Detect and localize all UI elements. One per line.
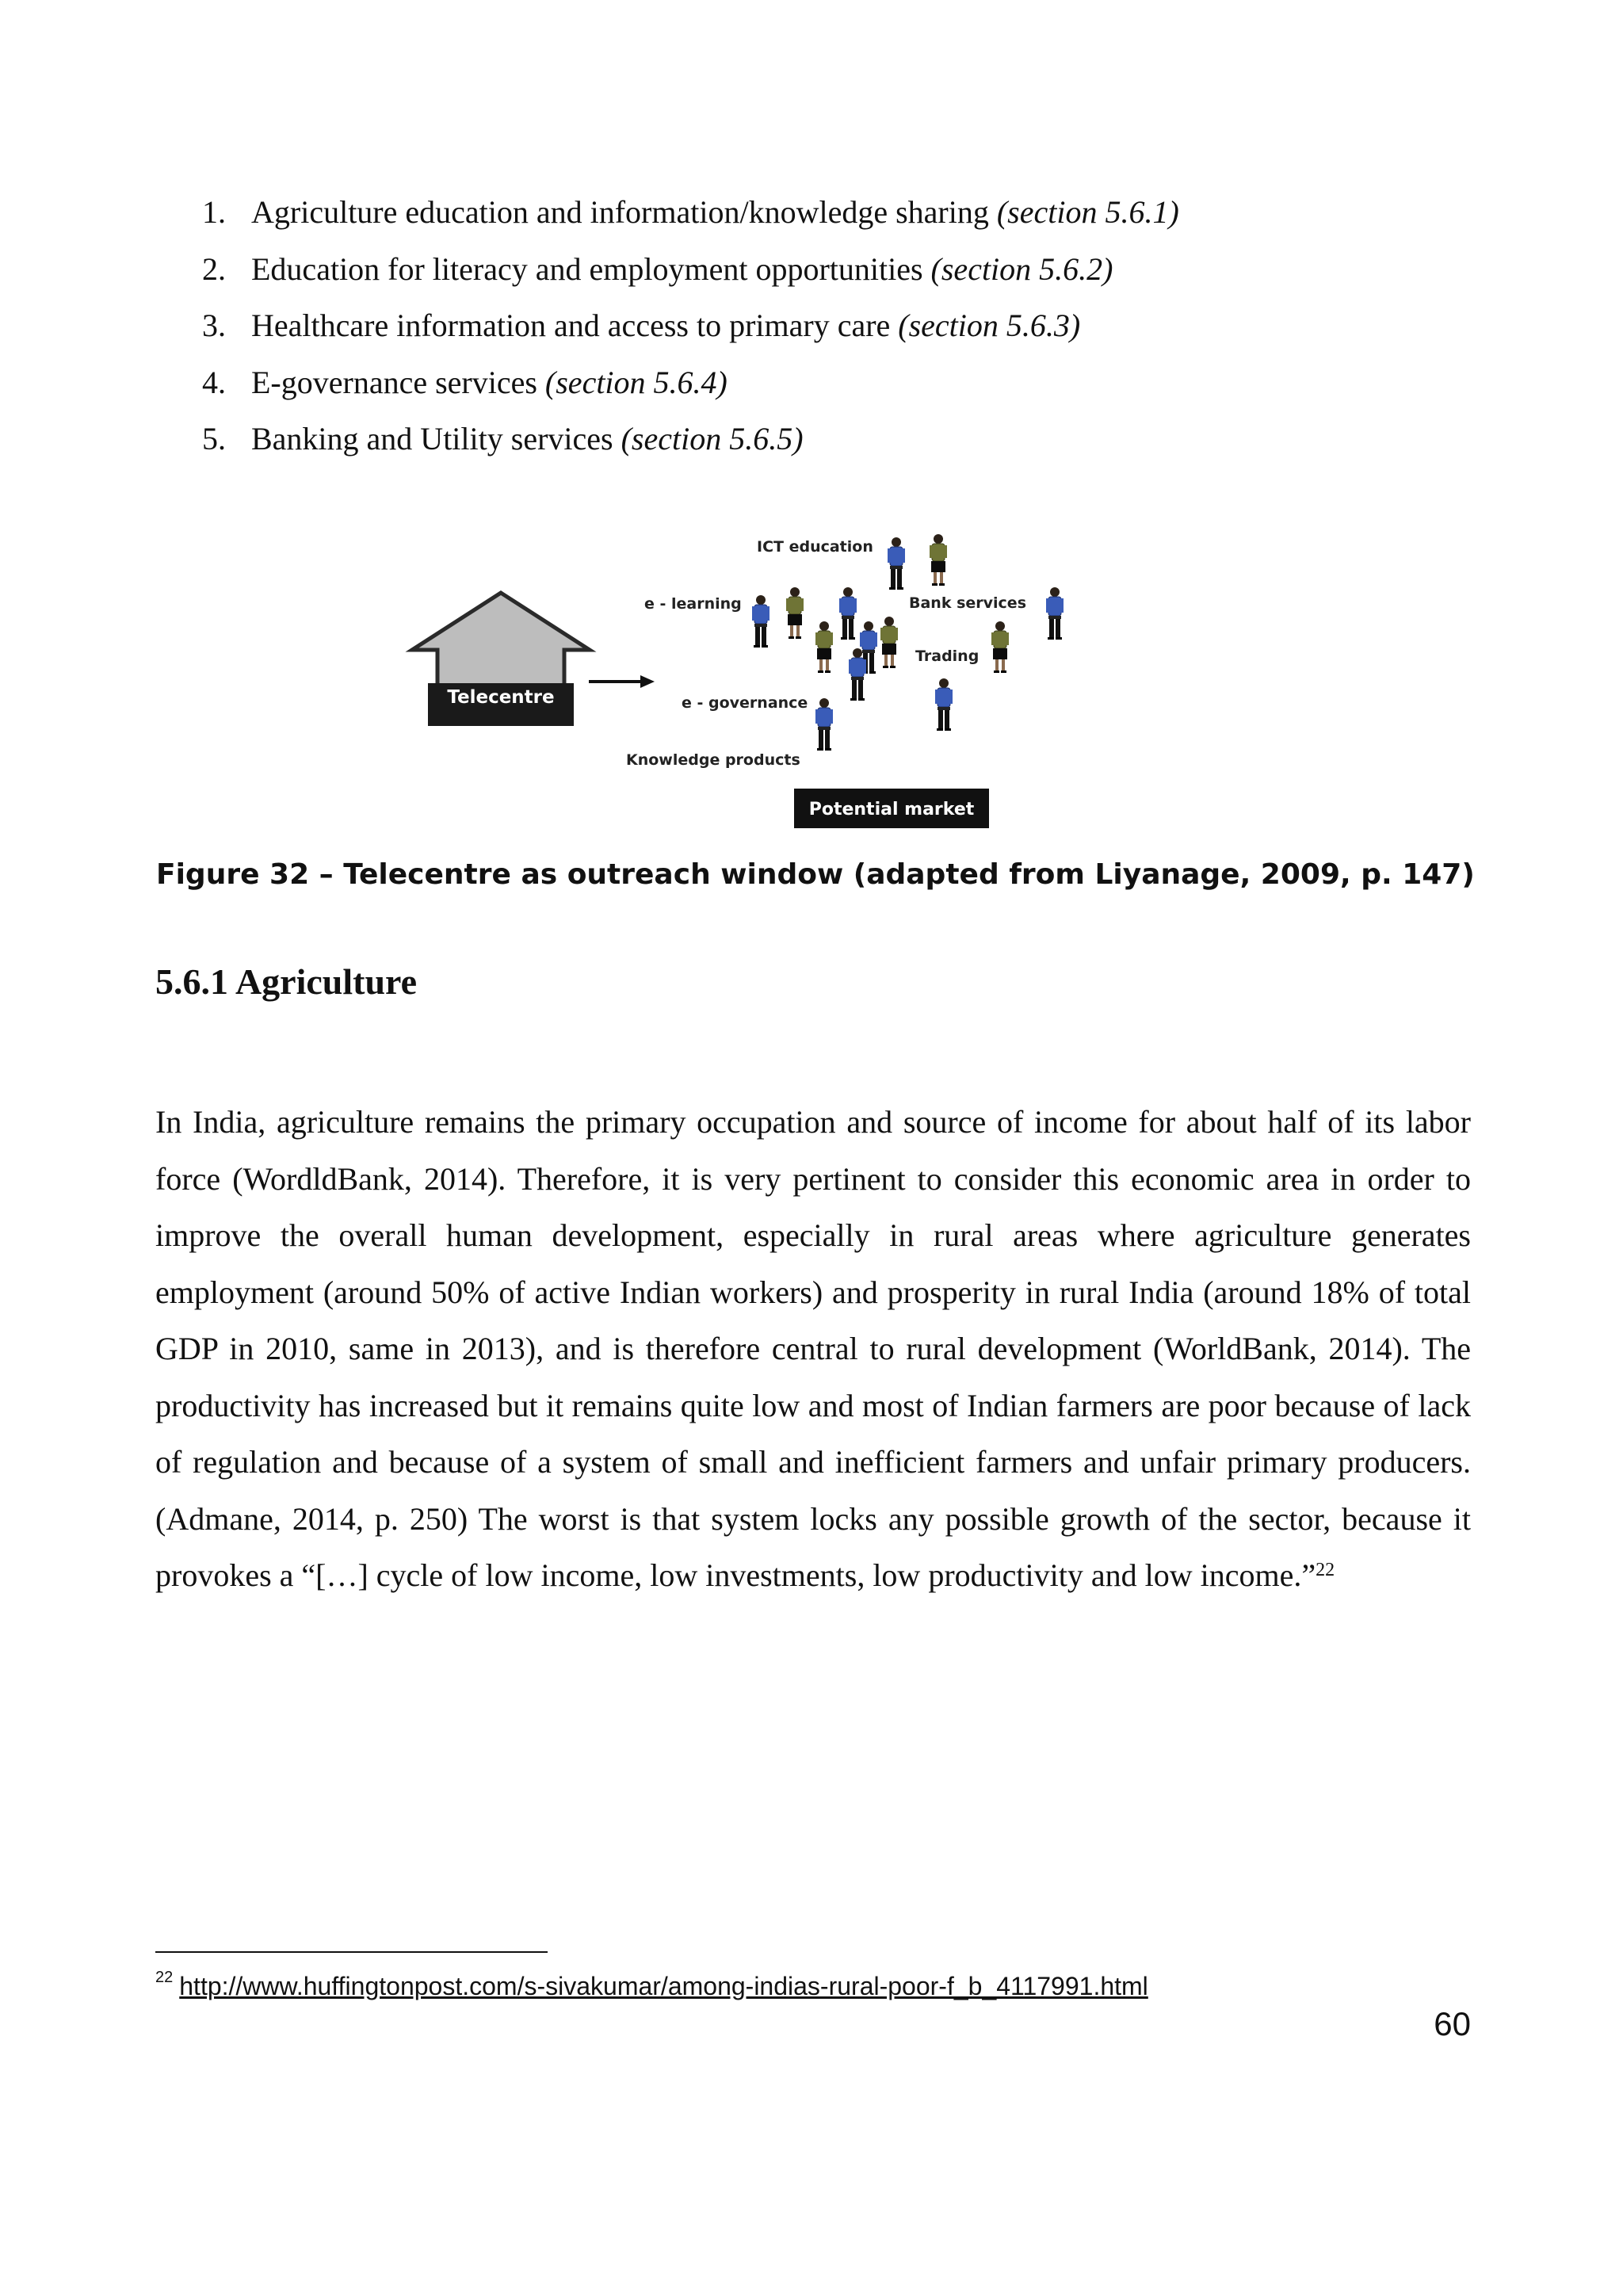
paragraph-text: In India, agriculture remains the primary occupation and source of income for about half of its labor force (WordldBank, 2014). Therefore, it is very pertinent to consider this economic area in order to improve the overall human development, especially in rural areas where agriculture generates employment (around 50% of active Indian workers) and prosperity in rural India (around 18% of total GDP in 2010, same in 2013), and is therefore central to rural development (WorldBank, 2014). The productivity has increased but it remains quite low and most of Indian farmers are poor because of lack of regulation and because of a system of small and inefficient farmers and unfair primary producers. (Admane, 2014, p. 250) The worst is that system locks any possible growth of the sector, because it provokes a “[…] cycle of low income, low investments, low productivity and low income.” xyxy=(155,1104,1471,1593)
person-icon xyxy=(815,698,833,751)
person-icon xyxy=(815,621,833,673)
telecentre-label: Telecentre xyxy=(447,687,555,708)
list-item: 3. Healthcare information and access to primary care (section 5.6.3) xyxy=(202,308,1081,343)
person-icon xyxy=(839,587,857,640)
person-icon xyxy=(786,587,804,639)
people-group xyxy=(752,534,1064,751)
telecentre-outreach-figure xyxy=(396,483,1094,840)
footnote-number: 22 xyxy=(155,1969,174,1986)
label-ict-education: ICT education xyxy=(757,538,873,556)
potential-market-label: Potential market xyxy=(808,800,975,819)
label-knowledge-products: Knowledge products xyxy=(626,751,800,769)
body-paragraph xyxy=(155,1094,1471,1604)
person-icon xyxy=(752,595,769,648)
figure-caption: Figure 32 – Telecentre as outreach window (adapted from Liyanage, 2009, p. 147) xyxy=(156,858,1475,891)
person-icon xyxy=(930,534,947,586)
person-icon xyxy=(880,617,898,668)
person-icon xyxy=(888,537,905,590)
section-heading: 5.6.1 Agriculture xyxy=(155,961,418,1002)
list-item: 4. E-governance services (section 5.6.4) xyxy=(202,364,727,400)
section-list xyxy=(202,189,1179,472)
list-item: 5. Banking and Utility services (section 5.6.5) xyxy=(202,421,804,457)
label-e-governance: e - governance xyxy=(682,694,808,712)
label-trading: Trading xyxy=(915,648,980,665)
person-icon xyxy=(991,621,1009,673)
footnote-link[interactable]: http://www.huffingtonpost.com/s-sivakumar/among-indias-rural-poor-f_b_4117991.html xyxy=(179,1972,1148,2000)
list-item: 2. Education for literacy and employment opportunities (section 5.6.2) xyxy=(202,250,1113,287)
footnote-reference[interactable]: 22 xyxy=(1316,1560,1335,1580)
label-e-learning: e - learning xyxy=(644,595,742,613)
list-item: 1. Agriculture education and information/knowledge sharing (section 5.6.1) xyxy=(202,194,1179,230)
right-arrow-icon xyxy=(589,675,655,688)
footnote-divider xyxy=(155,1951,548,1953)
footnote xyxy=(155,1969,1148,2001)
person-icon xyxy=(1046,587,1064,640)
person-icon xyxy=(935,678,953,731)
page-number: 60 xyxy=(1434,2005,1471,2042)
label-bank-services: Bank services xyxy=(909,594,1027,612)
